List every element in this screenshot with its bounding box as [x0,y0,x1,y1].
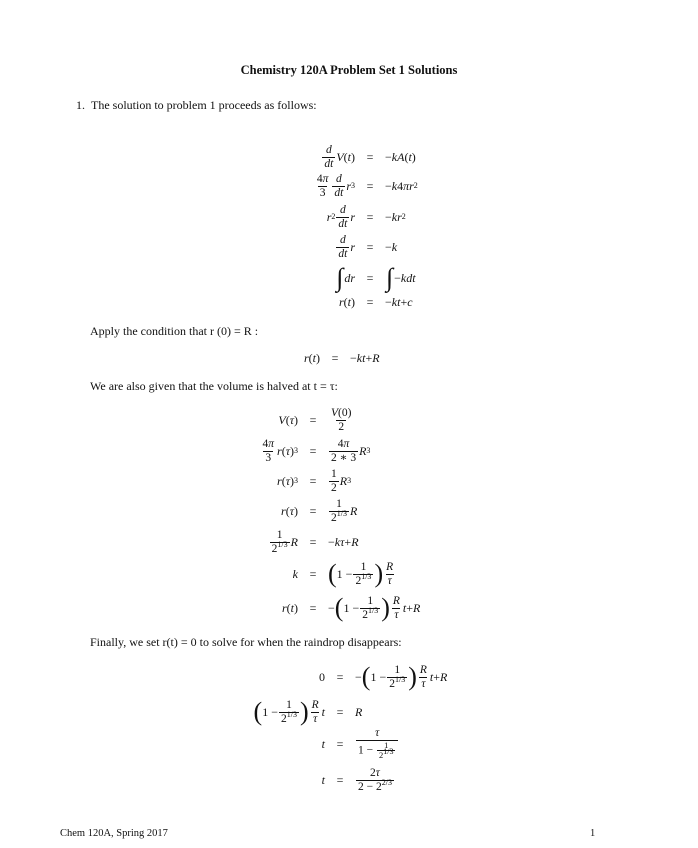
equation-row: k = ( 1 − $\frac{1}{2^{1/3}}$ ) $\frac{R}{\tau}$ [292,559,394,588]
footer-course: Chem 120A, Spring 2017 [60,828,168,839]
equation-row: r ( t ) = − kt + c [338,294,413,309]
equation-row: 0 = − ( 1 − $\frac{1}{2^{1/3}}$ ) $\frac{R}{\tau}$ t + R [319,662,448,691]
paragraph-volume-halved: We are also given that the volume is halved at t = τ: [90,379,338,393]
equation-row: r ( τ ) = $\frac{1}{2^{1/3}}$ R [281,497,358,524]
problem-number: 1. [76,98,85,112]
equation-row: ( 1 − $\frac{1}{2^{1/3}}$ ) $\frac{R}{\tau}$ t = R [253,697,363,726]
equation-row: $\frac{d}{dt}$ V ( t ) = − kA ( t ) [324,143,416,170]
paragraph-raindrop-disappears: Finally, we set r(t) = 0 to solve for when the raindrop disappears: [90,635,402,649]
equation-row: V ( τ ) = $\frac{V(0)}{2}$ [278,406,352,433]
problem-intro-text: The solution to problem 1 proceeds as follows: [91,98,317,112]
page-title: Chemistry 120A Problem Set 1 Solutions [240,63,458,77]
equation-row: $\frac{4\pi}{3}$ r ( τ ) 3 = $\frac{4\pi}{2 ∗ 3}$ R 3 [262,437,371,464]
equation-row: $\frac{d}{dt}$ r = − k [338,233,398,260]
equation-row: $\frac{1}{2^{1/3}}$ R = − kτ + R [271,528,359,555]
footer-page-number: 1 [590,828,596,839]
paragraph-apply-condition: Apply the condition that r (0) = R : [90,324,259,338]
equation-row: r 2 $\frac{d}{dt}$ r = − kr 2 [326,203,406,230]
problem-1-intro [76,98,317,113]
equation-row: r ( t ) = − ( 1 − $\frac{1}{2^{1/3}}$ ) $\frac{R}{\tau}$ t + R [281,593,421,622]
equation-row: t = τ 1 − $\frac{1}{2^{1/3}}$ [200,729,399,759]
equation-row: t = $\frac{2\tau}{2 - 2^{2/3}}$ [321,766,392,793]
equation-row: r ( τ ) 3 = $\frac{1}{2}$ R 3 [277,467,352,494]
equation-row: $\frac{4\pi}{3}$ $\frac{d}{dt}$ r 3 = − k 4 πr 2 [316,172,418,199]
equation-row: r ( t ) = − kt + R [303,350,380,365]
equation-row: ∫ dr = ∫ − kdt [336,263,416,292]
